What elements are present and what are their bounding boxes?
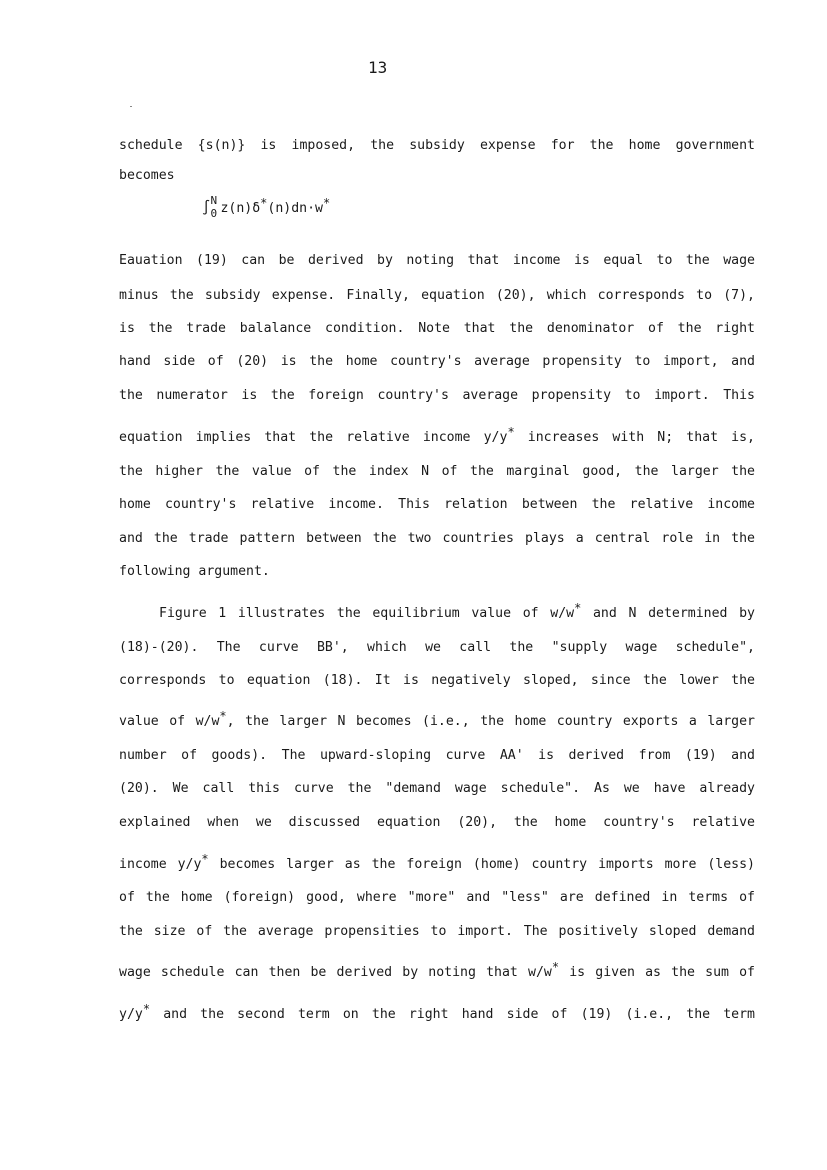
text-line: the numerator is the foreign country's average propensity to import. This [119, 388, 755, 403]
text-line: Eauation (19) can be derived by noting that income is equal to the wage [119, 253, 755, 268]
text-line: schedule {s(n)} is imposed, the subsidy expense for the home government [119, 138, 755, 153]
text-line: following argument. [119, 564, 270, 579]
text-line: and the trade pattern between the two countries plays a central role in the [119, 531, 755, 546]
text-line: home country's relative income. This relation between the relative income [119, 497, 755, 512]
text-line: equation implies that the relative income y/y* increases with N; that is, [119, 425, 755, 445]
text-line: hand side of (20) is the home country's average propensity to import, and [119, 354, 755, 369]
integral-equation [202, 194, 331, 220]
text-line: corresponds to equation (18). It is negatively sloped, since the lower the [119, 673, 755, 688]
text-line: y/y* and the second term on the right hand side of (19) (i.e., the term [119, 1002, 755, 1022]
upper-limit: N [210, 194, 218, 207]
integral-limits [210, 194, 220, 220]
text-line: income y/y* becomes larger as the foreign (home) country imports more (less) [119, 852, 755, 872]
text-line: of the home (foreign) good, where "more" and "less" are defined in terms of [119, 890, 755, 905]
scan-speck [130, 106, 132, 107]
text-line: minus the subsidy expense. Finally, equation (20), which corresponds to (7), [119, 288, 755, 303]
text-line: explained when we discussed equation (20), the home country's relative [119, 815, 755, 830]
text-line: value of w/w*, the larger N becomes (i.e., the home country exports a larger [119, 709, 755, 729]
text-line: wage schedule can then be derived by noting that w/w* is given as the sum of [119, 960, 755, 980]
text-line: the size of the average propensities to import. The positively sloped demand [119, 924, 755, 939]
integral-sign: ∫ [202, 200, 211, 216]
lower-limit: 0 [210, 207, 218, 220]
text-line: number of goods). The upward-sloping curve AA' is derived from (19) and [119, 748, 755, 763]
integrand: z(n)δ [220, 201, 261, 216]
text-line: becomes [119, 168, 175, 183]
text-line: the higher the value of the index N of the marginal good, the larger the [119, 464, 755, 479]
text-line: (20). We call this curve the "demand wage schedule". As we have already [119, 781, 755, 796]
text-line: Figure 1 illustrates the equilibrium value of w/w* and N determined by [159, 601, 755, 621]
text-line: is the trade balalance condition. Note that the denominator of the right [119, 321, 755, 336]
star-superscript: * [322, 196, 331, 210]
text-line: (18)-(20). The curve BB', which we call the "supply wage schedule", [119, 640, 755, 655]
star-superscript: * [260, 196, 268, 210]
integrand-rest: (n)dn·w [267, 201, 323, 216]
page-number: 13 [368, 58, 388, 77]
